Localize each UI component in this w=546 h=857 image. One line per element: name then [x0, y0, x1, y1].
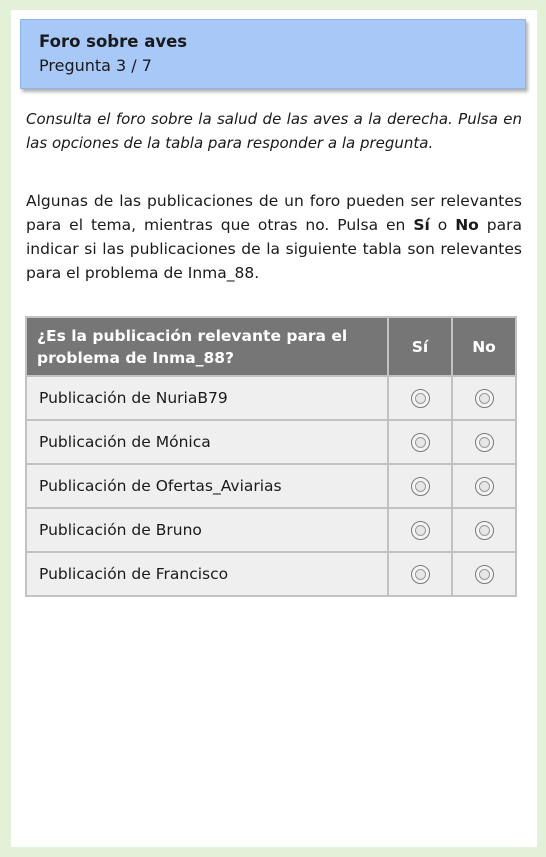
post-label: Publicación de NuriaB79 [26, 376, 388, 420]
table-no-header: No [452, 317, 516, 376]
question-text [26, 189, 522, 285]
no-radio[interactable] [475, 389, 494, 408]
table-row [26, 420, 516, 464]
post-label: Publicación de Francisco [26, 552, 388, 596]
no-keyword: No [455, 216, 479, 234]
yes-radio[interactable] [411, 389, 430, 408]
question-panel [11, 10, 537, 847]
yes-cell [388, 552, 452, 596]
page-title: Foro sobre aves [39, 32, 188, 51]
yes-cell [388, 508, 452, 552]
table-row [26, 376, 516, 420]
yes-radio[interactable] [411, 433, 430, 452]
no-cell [452, 552, 516, 596]
post-label: Publicación de Bruno [26, 508, 388, 552]
question-text-connector: o [429, 216, 456, 234]
post-label: Publicación de Ofertas_Aviarias [26, 464, 388, 508]
no-radio[interactable] [475, 565, 494, 584]
no-cell [452, 464, 516, 508]
table-row [26, 508, 516, 552]
question-text-part1: Algunas de las publicaciones de un foro pueden ser relevantes para el tema, mientras que otras no. Pulsa en [26, 192, 522, 234]
yes-cell [388, 420, 452, 464]
yes-keyword: Sí [413, 216, 430, 234]
no-radio[interactable] [475, 477, 494, 496]
table-row [26, 464, 516, 508]
table-row [26, 552, 516, 596]
question-header [20, 19, 526, 89]
question-counter: Pregunta 3 / 7 [39, 56, 152, 75]
table-yes-header: Sí [388, 317, 452, 376]
no-cell [452, 420, 516, 464]
no-cell [452, 508, 516, 552]
yes-cell [388, 376, 452, 420]
post-label: Publicación de Mónica [26, 420, 388, 464]
yes-radio[interactable] [411, 477, 430, 496]
relevance-table [25, 316, 517, 597]
no-radio[interactable] [475, 521, 494, 540]
yes-radio[interactable] [411, 521, 430, 540]
yes-radio[interactable] [411, 565, 430, 584]
table-header-row [26, 317, 516, 376]
yes-cell [388, 464, 452, 508]
question-text-part2: para indicar si las publicaciones de la siguiente tabla son relevantes para el problema de Inma_88. [26, 216, 522, 282]
table-question-header: ¿Es la publicación relevante para el problema de Inma_88? [26, 317, 388, 376]
no-radio[interactable] [475, 433, 494, 452]
no-cell [452, 376, 516, 420]
instructions-text: Consulta el foro sobre la salud de las aves a la derecha. Pulsa en las opciones de la tabla para responder a la pregunta. [26, 110, 522, 152]
